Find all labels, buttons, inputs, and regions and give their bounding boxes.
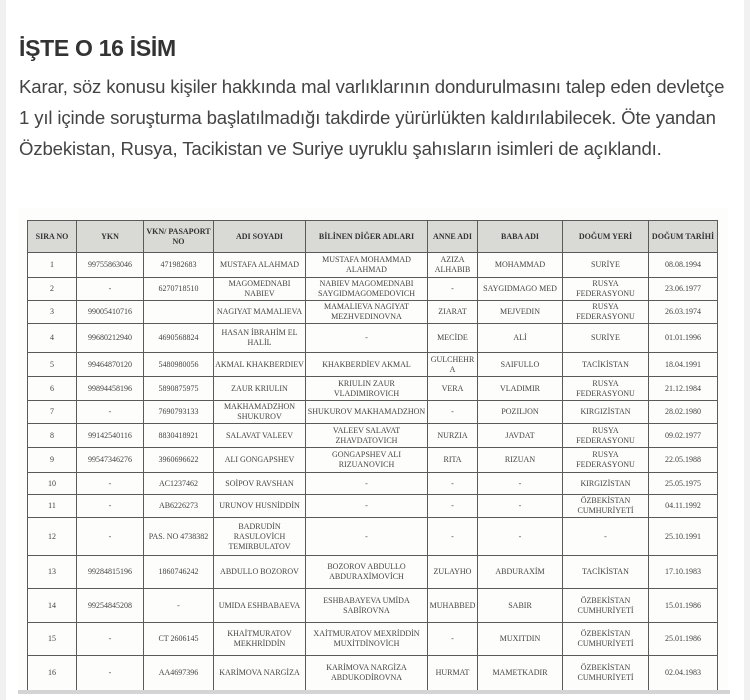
cell-dogum-yeri: KIRGIZİSTAN [563,401,649,424]
cell-dogum-yeri: SURİYE [563,253,649,278]
table-row [28,589,718,623]
cell-vkn-pasaport-no: 1860746242 [144,556,214,589]
table-row [28,401,718,424]
cell-anne-adi: - [428,518,478,556]
cell-dogum-yeri: ÖZBEKİSTAN CUMHURİYETİ [563,589,649,623]
cell-dogum-tarihi: 18.04.1991 [649,353,718,377]
cell-anne-adi: NURZIA [428,424,478,448]
table-row [28,495,718,518]
cell-baba-adi: POZILJON [478,401,563,424]
cell-dogum-tarihi: 09.02.1977 [649,424,718,448]
cell-sira-no: 6 [28,377,77,401]
cell-baba-adi: - [478,518,563,556]
cell-adi-soyadi: BADRUDİN RASULOVİCH TEMIRBULATOV [214,518,306,556]
cell-anne-adi: GULCHEHR A [428,353,478,377]
cell-sira-no: 7 [28,401,77,424]
cell-dogum-tarihi: 22.05.1988 [649,448,718,473]
article-heading: İŞTE O 16 İSİM [19,35,176,61]
cell-dogum-yeri: RUSYA FEDERASYONU [563,301,649,324]
cell-adi-soyadi: ALI GONGAPSHEV [214,448,306,473]
table-row [28,623,718,656]
cell-ykn: - [77,656,144,691]
document-shadow [18,690,730,694]
cell-dogum-tarihi: 25.01.1986 [649,623,718,656]
cell-dogum-tarihi: 21.12.1984 [649,377,718,401]
cell-dogum-yeri: RUSYA FEDERASYONU [563,278,649,301]
cell-adi-soyadi: MAKHAMADZHON SHUKUROV [214,401,306,424]
header-dogum-tarihi: DOĞUM TARİHİ [649,221,718,253]
cell-baba-adi: JAVDAT [478,424,563,448]
cell-ykn: 99254845208 [77,589,144,623]
cell-vkn-pasaport-no: 3960696622 [144,448,214,473]
cell-bilinen-diger-adlari: KHAKBERDİEV AKMAL [306,353,428,377]
cell-adi-soyadi: KHAİTMURATOV MEKHRİDDİN [214,623,306,656]
cell-adi-soyadi: MAGOMEDNABI NABIEV [214,278,306,301]
cell-dogum-yeri: ÖZBEKİSTAN CUMHURİYETİ [563,623,649,656]
cell-adi-soyadi: URUNOV HUSNİDDİN [214,495,306,518]
cell-adi-soyadi: KARİMOVA NARGİZA [214,656,306,691]
cell-bilinen-diger-adlari: - [306,473,428,495]
cell-anne-adi: AZIZA ALHABIB [428,253,478,278]
cell-ykn: 99005410716 [77,301,144,324]
cell-adi-soyadi: SOİPOV RAVSHAN [214,473,306,495]
cell-bilinen-diger-adlari: - [306,324,428,353]
cell-dogum-yeri: TACİKİSTAN [563,353,649,377]
cell-dogum-tarihi: 25.10.1991 [649,518,718,556]
cell-dogum-tarihi: 01.01.1996 [649,324,718,353]
cell-dogum-tarihi: 25.05.1975 [649,473,718,495]
cell-bilinen-diger-adlari: KARİMOVA NARGİZA ABDUKODİROVNA [306,656,428,691]
cell-bilinen-diger-adlari: - [306,495,428,518]
header-adi-soyadi: ADI SOYADI [214,221,306,253]
cell-anne-adi: ZULAYHO [428,556,478,589]
cell-dogum-yeri: TACİKİSTAN [563,556,649,589]
cell-anne-adi: ZIARAT [428,301,478,324]
cell-baba-adi: VLADIMIR [478,377,563,401]
cell-baba-adi: RIZUAN [478,448,563,473]
cell-ykn: 99464870120 [77,353,144,377]
table-row [28,353,718,377]
cell-anne-adi: MECİDE [428,324,478,353]
table-row [28,424,718,448]
cell-adi-soyadi: HASAN İBRAHİM EL HALİL [214,324,306,353]
table-row [28,253,718,278]
cell-bilinen-diger-adlari: KRIULIN ZAUR VLADIMIROVICH [306,377,428,401]
cell-sira-no: 9 [28,448,77,473]
cell-dogum-tarihi: 04.11.1992 [649,495,718,518]
cell-dogum-yeri: RUSYA FEDERASYONU [563,448,649,473]
cell-ykn: - [77,473,144,495]
cell-sira-no: 1 [28,253,77,278]
cell-dogum-yeri: SURİYE [563,324,649,353]
cell-adi-soyadi: ZAUR KRIULIN [214,377,306,401]
cell-anne-adi: - [428,401,478,424]
cell-anne-adi: MUHABBED [428,589,478,623]
cell-dogum-tarihi: 15.01.1986 [649,589,718,623]
cell-vkn-pasaport-no [144,301,214,324]
cell-sira-no: 12 [28,518,77,556]
cell-baba-adi: MAMETKADIR [478,656,563,691]
cell-sira-no: 13 [28,556,77,589]
cell-sira-no: 2 [28,278,77,301]
cell-adi-soyadi: SALAVAT VALEEV [214,424,306,448]
cell-vkn-pasaport-no: 6270718510 [144,278,214,301]
header-sira-no: SIRA NO [28,221,77,253]
cell-anne-adi: VERA [428,377,478,401]
cell-vkn-pasaport-no: PAS. NO 4738382 [144,518,214,556]
cell-baba-adi: SAIFULLO [478,353,563,377]
table-row [28,556,718,589]
cell-dogum-tarihi: 08.08.1994 [649,253,718,278]
table-body [28,253,718,691]
cell-dogum-yeri: ÖZBEKİSTAN CUMHURİYETİ [563,656,649,691]
cell-baba-adi: MUXITDIN [478,623,563,656]
cell-dogum-yeri: RUSYA FEDERASYONU [563,424,649,448]
cell-dogum-yeri: - [563,518,649,556]
sanctions-table [27,220,718,691]
article-paragraph: Karar, söz konusu kişiler hakkında mal varlıklarının dondurulmasını talep eden devletçe 1 yıl içinde soruşturma başlatılmadığı takdirde yürürlükten kaldırılabilecek. Öte yandan Özbekistan, Rusya, Tacikistan ve Suriye uyruklu şahısların isimleri de açıklandı. [19,76,725,159]
cell-dogum-tarihi: 26.03.1974 [649,301,718,324]
cell-baba-adi: SABIR [478,589,563,623]
cell-dogum-tarihi: 02.04.1983 [649,656,718,691]
header-anne-adi: ANNE ADI [428,221,478,253]
cell-adi-soyadi: NAGIYAT MAMALIEVA [214,301,306,324]
cell-vkn-pasaport-no: 5480980056 [144,353,214,377]
cell-ykn: - [77,278,144,301]
cell-dogum-tarihi: 28.02.1980 [649,401,718,424]
cell-anne-adi: - [428,623,478,656]
cell-vkn-pasaport-no: 4690568824 [144,324,214,353]
cell-baba-adi: ABDURAXİM [478,556,563,589]
table-row [28,473,718,495]
cell-baba-adi: - [478,473,563,495]
cell-vkn-pasaport-no: - [144,589,214,623]
table-row [28,377,718,401]
cell-dogum-tarihi: 17.10.1983 [649,556,718,589]
cell-adi-soyadi: AKMAL KHAKBERDIEV [214,353,306,377]
cell-sira-no: 11 [28,495,77,518]
cell-ykn: 99894458196 [77,377,144,401]
cell-ykn: - [77,518,144,556]
cell-ykn: - [77,401,144,424]
cell-bilinen-diger-adlari: GONGAPSHEV ALI RIZUANOVICH [306,448,428,473]
cell-vkn-pasaport-no: 8830418921 [144,424,214,448]
cell-vkn-pasaport-no: AB6226273 [144,495,214,518]
cell-dogum-yeri: KIRGIZİSTAN [563,473,649,495]
cell-ykn: 99755863046 [77,253,144,278]
cell-sira-no: 10 [28,473,77,495]
cell-ykn: - [77,495,144,518]
cell-ykn: - [77,623,144,656]
cell-sira-no: 3 [28,301,77,324]
cell-bilinen-diger-adlari: NABIEV MAGOMEDNABI SAYGIDMAGOMEDOVICH [306,278,428,301]
cell-adi-soyadi: MUSTAFA ALAHMAD [214,253,306,278]
cell-bilinen-diger-adlari: VALEEV SALAVAT ZHAVDATOVICH [306,424,428,448]
cell-baba-adi: MEJVEDIN [478,301,563,324]
cell-anne-adi: RITA [428,448,478,473]
cell-anne-adi: - [428,278,478,301]
cell-dogum-tarihi: 23.06.1977 [649,278,718,301]
cell-sira-no: 4 [28,324,77,353]
cell-vkn-pasaport-no: CT 2606145 [144,623,214,656]
cell-anne-adi: HURMAT [428,656,478,691]
cell-dogum-yeri: ÖZBEKİSTAN CUMHURİYETİ [563,495,649,518]
table-row [28,278,718,301]
cell-vkn-pasaport-no: AC1237462 [144,473,214,495]
table-header-row [28,221,718,253]
table-row [28,518,718,556]
cell-adi-soyadi: UMIDA ESHBABAEVA [214,589,306,623]
cell-bilinen-diger-adlari: MAMALIEVA NAGIYAT MEZHVEDINOVNA [306,301,428,324]
header-dogum-yeri: DOĞUM YERİ [563,221,649,253]
cell-baba-adi: - [478,495,563,518]
cell-bilinen-diger-adlari: - [306,518,428,556]
cell-bilinen-diger-adlari: XAİTMURATOV MEXRİDDİN MUXİTDİNOVİCH [306,623,428,656]
header-bilinen-diger-adlari: BİLİNEN DİĞER ADLARI [306,221,428,253]
table-row [28,448,718,473]
cell-baba-adi: SAYGIDMAGO MED [478,278,563,301]
cell-ykn: 99547346276 [77,448,144,473]
header-ykn: YKN [77,221,144,253]
cell-sira-no: 16 [28,656,77,691]
header-baba-adi: BABA ADI [478,221,563,253]
cell-ykn: 992848151​96 [77,556,144,589]
cell-sira-no: 8 [28,424,77,448]
cell-anne-adi: - [428,495,478,518]
cell-sira-no: 14 [28,589,77,623]
table-row [28,324,718,353]
cell-bilinen-diger-adlari: BOZOROV ABDULLO ABDURAXİMOVİCH [306,556,428,589]
cell-dogum-yeri: RUSYA FEDERASYONU [563,377,649,401]
table-row [28,656,718,691]
table-row [28,301,718,324]
cell-ykn: 99142540116 [77,424,144,448]
cell-ykn: 99680212940 [77,324,144,353]
cell-vkn-pasaport-no: 471982683 [144,253,214,278]
header-vkn-pasaport-no: VKN/ PASAPORT NO [144,221,214,253]
cell-anne-adi: - [428,473,478,495]
cell-vkn-pasaport-no: AA4697396 [144,656,214,691]
cell-vkn-pasaport-no: 7690793133 [144,401,214,424]
cell-bilinen-diger-adlari: ESHBABAYEVA UMİDA SABİROVNA [306,589,428,623]
cell-baba-adi: MOHAMMAD [478,253,563,278]
cell-baba-adi: ALİ [478,324,563,353]
cell-sira-no: 5 [28,353,77,377]
cell-sira-no: 15 [28,623,77,656]
cell-vkn-pasaport-no: 5890875975 [144,377,214,401]
cell-adi-soyadi: ABDULLO BOZOROV [214,556,306,589]
cell-bilinen-diger-adlari: MUSTAFA MOHAMMAD ALAHMAD [306,253,428,278]
cell-bilinen-diger-adlari: SHUKUROV MAKHAMADZHON [306,401,428,424]
